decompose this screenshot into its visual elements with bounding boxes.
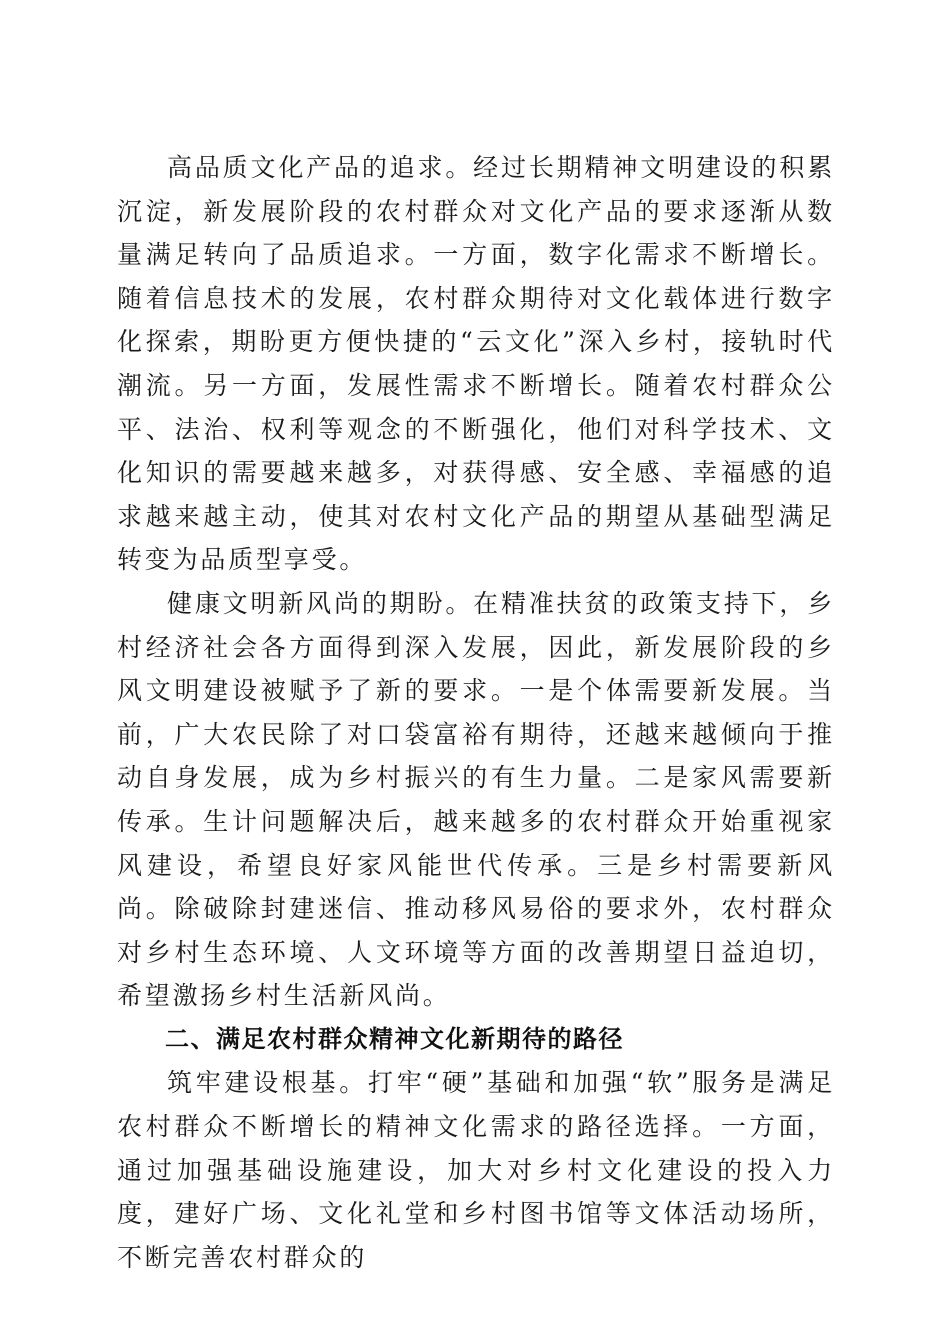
document-body <box>117 146 835 1279</box>
paragraph-construction-foundation: 筑牢建设根基。打牢“硬”基础和加强“软”服务是满足农村群众不断增长的精神文化需求的路径选择。一方面，通过加强基础设施建设，加大对乡村文化建设的投入力度，建好广场、文化礼堂和乡村图书馆等文体活动场所，不断完善农村群众的 <box>117 1068 835 1272</box>
paragraph-civilized-customs: 健康文明新风尚的期盼。在精准扶贫的政策支持下，乡村经济社会各方面得到深入发展，因此，新发展阶段的乡风文明建设被赋予了新的要求。一是个体需要新发展。当前，广大农民除了对口袋富裕有期待，还越来越倾向于推动自身发展，成为乡村振兴的有生力量。二是家风需要新传承。生计问题解决后，越来越多的农村群众开始重视家风建设，希望良好家风能世代传承。三是乡村需要新风尚。除破除封建迷信、推动移风易俗的要求外，农村群众对乡村生态环境、人文环境等方面的改善期望日益迫切，希望激扬乡村生活新风尚。 <box>117 588 835 1011</box>
section-heading: 二、满足农村群众精神文化新期待的路径 <box>165 1024 624 1053</box>
paragraph-cultural-products: 高品质文化产品的追求。经过长期精神文明建设的积累沉淀，新发展阶段的农村群众对文化产品的要求逐渐从数量满足转向了品质追求。一方面，数字化需求不断增长。随着信息技术的发展，农村群众期待对文化载体进行数字化探索，期盼更方便快捷的“云文化”深入乡村，接轨时代潮流。另一方面，发展性需求不断增长。随着农村群众公平、法治、权利等观念的不断强化，他们对科学技术、文化知识的需要越来越多，对获得感、安全感、幸福感的追求越来越主动，使其对农村文化产品的期望从基础型满足转变为品质型享受。 <box>117 153 835 575</box>
